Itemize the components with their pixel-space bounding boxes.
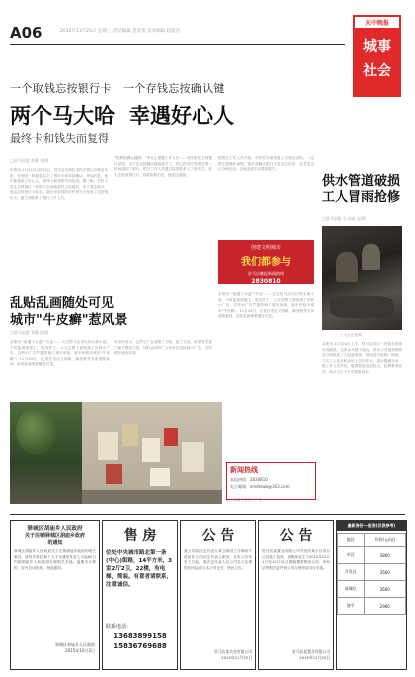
section-code: A06: [10, 24, 43, 42]
right-byline: □驻马店报 王永刚 文/图: [322, 216, 366, 221]
price-table-cell: 3800: [364, 547, 406, 564]
right-body: 本报讯 11月24日上午，驻马店市区一处供水管道出现破损，自来水从地下涌出。供水公司接到报修后立即组织工人赶赴现场，冒雨进行抢修。现场，几名工人站在积水的土坑内作业，泥水溅满全身。据工作人员介绍，破损管道直径较大，抢修难度较高，预计当天下午可恢复供水。: [322, 342, 402, 374]
price-table-cell: 2900: [364, 598, 406, 615]
sale-title: 售 房: [123, 528, 157, 544]
right-headline-1: 供水管道破损: [322, 174, 401, 189]
news-hotline-line1: 本报热线：2830810: [230, 477, 268, 482]
hotline-ad-label: 驻马店晚报新闻热线: [248, 271, 284, 276]
street-photo-caption: 墙上贴满了各类小广告: [226, 498, 262, 502]
price-table-cell: 遂平: [338, 598, 365, 615]
lead-headline-part1: 两个马大哈: [10, 104, 115, 128]
notice-left-body: 驿城区胡庙乡人民政府关于注销胡庙乡政府的相关事宜，请有关单位和个人于本通知发布之日起60日内到胡庙乡人民政府办理相关手续。逾期未办理的，视为自动放弃。特此通知。: [14, 549, 96, 570]
table-row: [338, 598, 406, 615]
date-line: 2015年11月25日 星期三 责任编辑 范景贵 美术编辑 超超君: [60, 29, 181, 34]
middle-body-right: 有市民表示，这些小广告清理了又贴，贴了又清，希望有关部门加大整治力度，同时也呼吁广大市民自觉抵制小广告，共同维护城市环境。: [114, 340, 212, 356]
price-table-cell: 驿城区: [338, 581, 365, 598]
sale-ad: [102, 520, 178, 670]
notice-mid-signature: 驻马店某实业有限公司: [214, 649, 252, 654]
classifieds-rule: [10, 514, 405, 515]
price-table-header-cell: 地区: [338, 534, 365, 547]
header-rule: [10, 44, 345, 45]
notice-left-title1: 驿城区胡庙乡人民政府: [27, 526, 83, 532]
street-ads-photo: [10, 402, 222, 504]
section-title-1: 城事: [363, 39, 391, 55]
price-table: [337, 533, 406, 615]
sale-phone2: 15836769688: [113, 642, 167, 650]
notice-left-title3: 的通知: [47, 540, 63, 546]
notice-left-signature: 驿城区胡庙乡人民政府: [55, 642, 95, 647]
price-table-title: 最新房价一览表(仅供参考): [337, 521, 406, 531]
hotline-ad-line1: 创建文明城市: [250, 245, 281, 251]
hotline-ad-number: 2830810: [251, 278, 281, 285]
price-table-cell: 市区: [338, 547, 365, 564]
notice-right-body: 驻马店某置业有限公司开发的某小区项目已经竣工验收，请购房业主于2015年12月1日至12月31日期间携带购房合同、身份证等相关证件到公司办理房屋交付手续。: [262, 549, 330, 570]
news-hotline-line2: 电子邮箱：zmdtzwb@163.com: [230, 484, 290, 489]
lead-kicker: 一个取钱忘按银行卡 一个存钱忘按确认键: [10, 82, 225, 95]
notice-right: [258, 520, 334, 670]
price-table-header-row: [338, 534, 406, 547]
notice-right-title: 公 告: [279, 528, 313, 544]
lead-body-col2: "你要按确认键啊。"李女士提醒工作人员……市民张先生到银行存钱，由于忘记按确认键就离开了，好心的市民发现后第一时间通知了银行。银行工作人员通过监控联系上了张先生，张先生赶到银行后，钱款如数归还，他连连道谢。: [114, 156, 212, 177]
table-row: [338, 581, 406, 598]
price-table-cell: 3600: [364, 581, 406, 598]
price-table-box: [336, 520, 407, 670]
notice-right-date: 2015年11月25日: [299, 655, 330, 660]
brand-logo: [353, 15, 401, 97]
middle-headline-2: 城市"牛皮癣"惹风景: [10, 313, 128, 328]
price-table-cell: 3500: [364, 564, 406, 581]
notice-left-title2: 关于注销驿城区胡庙乡政府: [24, 533, 85, 539]
notice-mid-date: 2015年11月25日: [221, 655, 252, 660]
lead-headline: [10, 100, 234, 130]
price-table-cell: 开发区: [338, 564, 365, 581]
notice-mid: [180, 520, 256, 670]
sale-contact-label: 联系电话：: [106, 624, 132, 630]
notice-right-signature: 驻马店某置业有限公司: [292, 649, 330, 654]
middle-byline: □驻马店报 刘燕文/图: [10, 330, 49, 335]
sale-phone1: 13683899158: [113, 632, 167, 640]
lead-body-col3: 据银行工作人员介绍，市民在自助设备上办理业务时，一定要注意操作流程，离开前确认银行卡是否已取出、业务是否已办理完成，以免造成不必要的损失。: [218, 156, 314, 172]
pipe-repair-photo: [322, 226, 402, 330]
hotline-ad: [218, 240, 314, 284]
pipe-photo-caption: 工人正在抢修。: [340, 333, 366, 337]
sale-body: 位处中央城市路北第一条(中心)街路，14平方米，3室2厅2卫，22楼，有电梯，简装。有意者请联系，注意诚信。: [106, 550, 173, 588]
middle-body: 本报讯 "疏通下水道""办证"……走在驻马店市区的大街小巷，不时能看到墙上、电线杆上、公交站牌上被贴满了各种小广告，这些小广告严重影响了城市形象，被市民称为城市"牛皮癣"。11月24日，记者在市区文明路、解放路等多条道路看到，乱贴乱画现象随处可见。: [10, 340, 110, 367]
notice-left-date: 2015年10月2日: [65, 648, 95, 653]
lead-headline-part2: 幸遇好心人: [129, 104, 234, 128]
notice-left: [10, 520, 100, 670]
middle-body-col3: 本报讯 "疏通下水道""办证"……走在驻马店市区的大街小巷，不时能看到墙上、电线杆上、公交站牌上被贴满了各种小广告，这些小广告严重影响了城市形象，被市民称为城市"牛皮癣"。11月24日，记者在市区文明路、解放路等多条道路看到，乱贴乱画现象随处可见。: [218, 292, 314, 319]
hotline-ad-line2: 我们都参与: [241, 257, 291, 268]
middle-headline-1: 乱贴乱画随处可见: [10, 296, 115, 311]
price-table-header-cell: 均价(元/㎡): [364, 534, 406, 547]
lead-subhead: 最终卡和钱失而复得: [10, 132, 109, 145]
lead-body-col1: 本报讯 11月22日和23日，驻马店市两位市民在银行办理业务时，分别因一时疏忽忘记了银行卡和存款确认，幸运的是，他们都遇到了好心人，最终卡和钱都失而复得。据了解，市民王先生在驿城区一家银行自助取款机上取款后，由于着急离开，竟忘记将银行卡取走。随后来取钱的市民李女士发现了这张银行卡，便立即联系了银行工作人员。: [10, 168, 108, 200]
notice-mid-title: 公 告: [201, 528, 235, 544]
news-hotline-title: 新闻热线: [230, 466, 258, 474]
table-row: [338, 564, 406, 581]
lead-byline: □驻马店报 胡燕 刘海: [10, 158, 49, 163]
brand-name: 天中晚报: [355, 17, 399, 28]
table-row: [338, 547, 406, 564]
section-title-2: 社会: [363, 63, 391, 79]
right-headline-2: 工人冒雨抢修: [322, 190, 401, 205]
news-hotline-box: [226, 462, 316, 500]
notice-mid-body: 我公司原法定代表人章立明因工作调动不再担任公司法定代表人职务，自本公告发布之日起，原法定代表人以公司名义从事的任何活动与本公司无关，特此公告。: [184, 549, 252, 570]
